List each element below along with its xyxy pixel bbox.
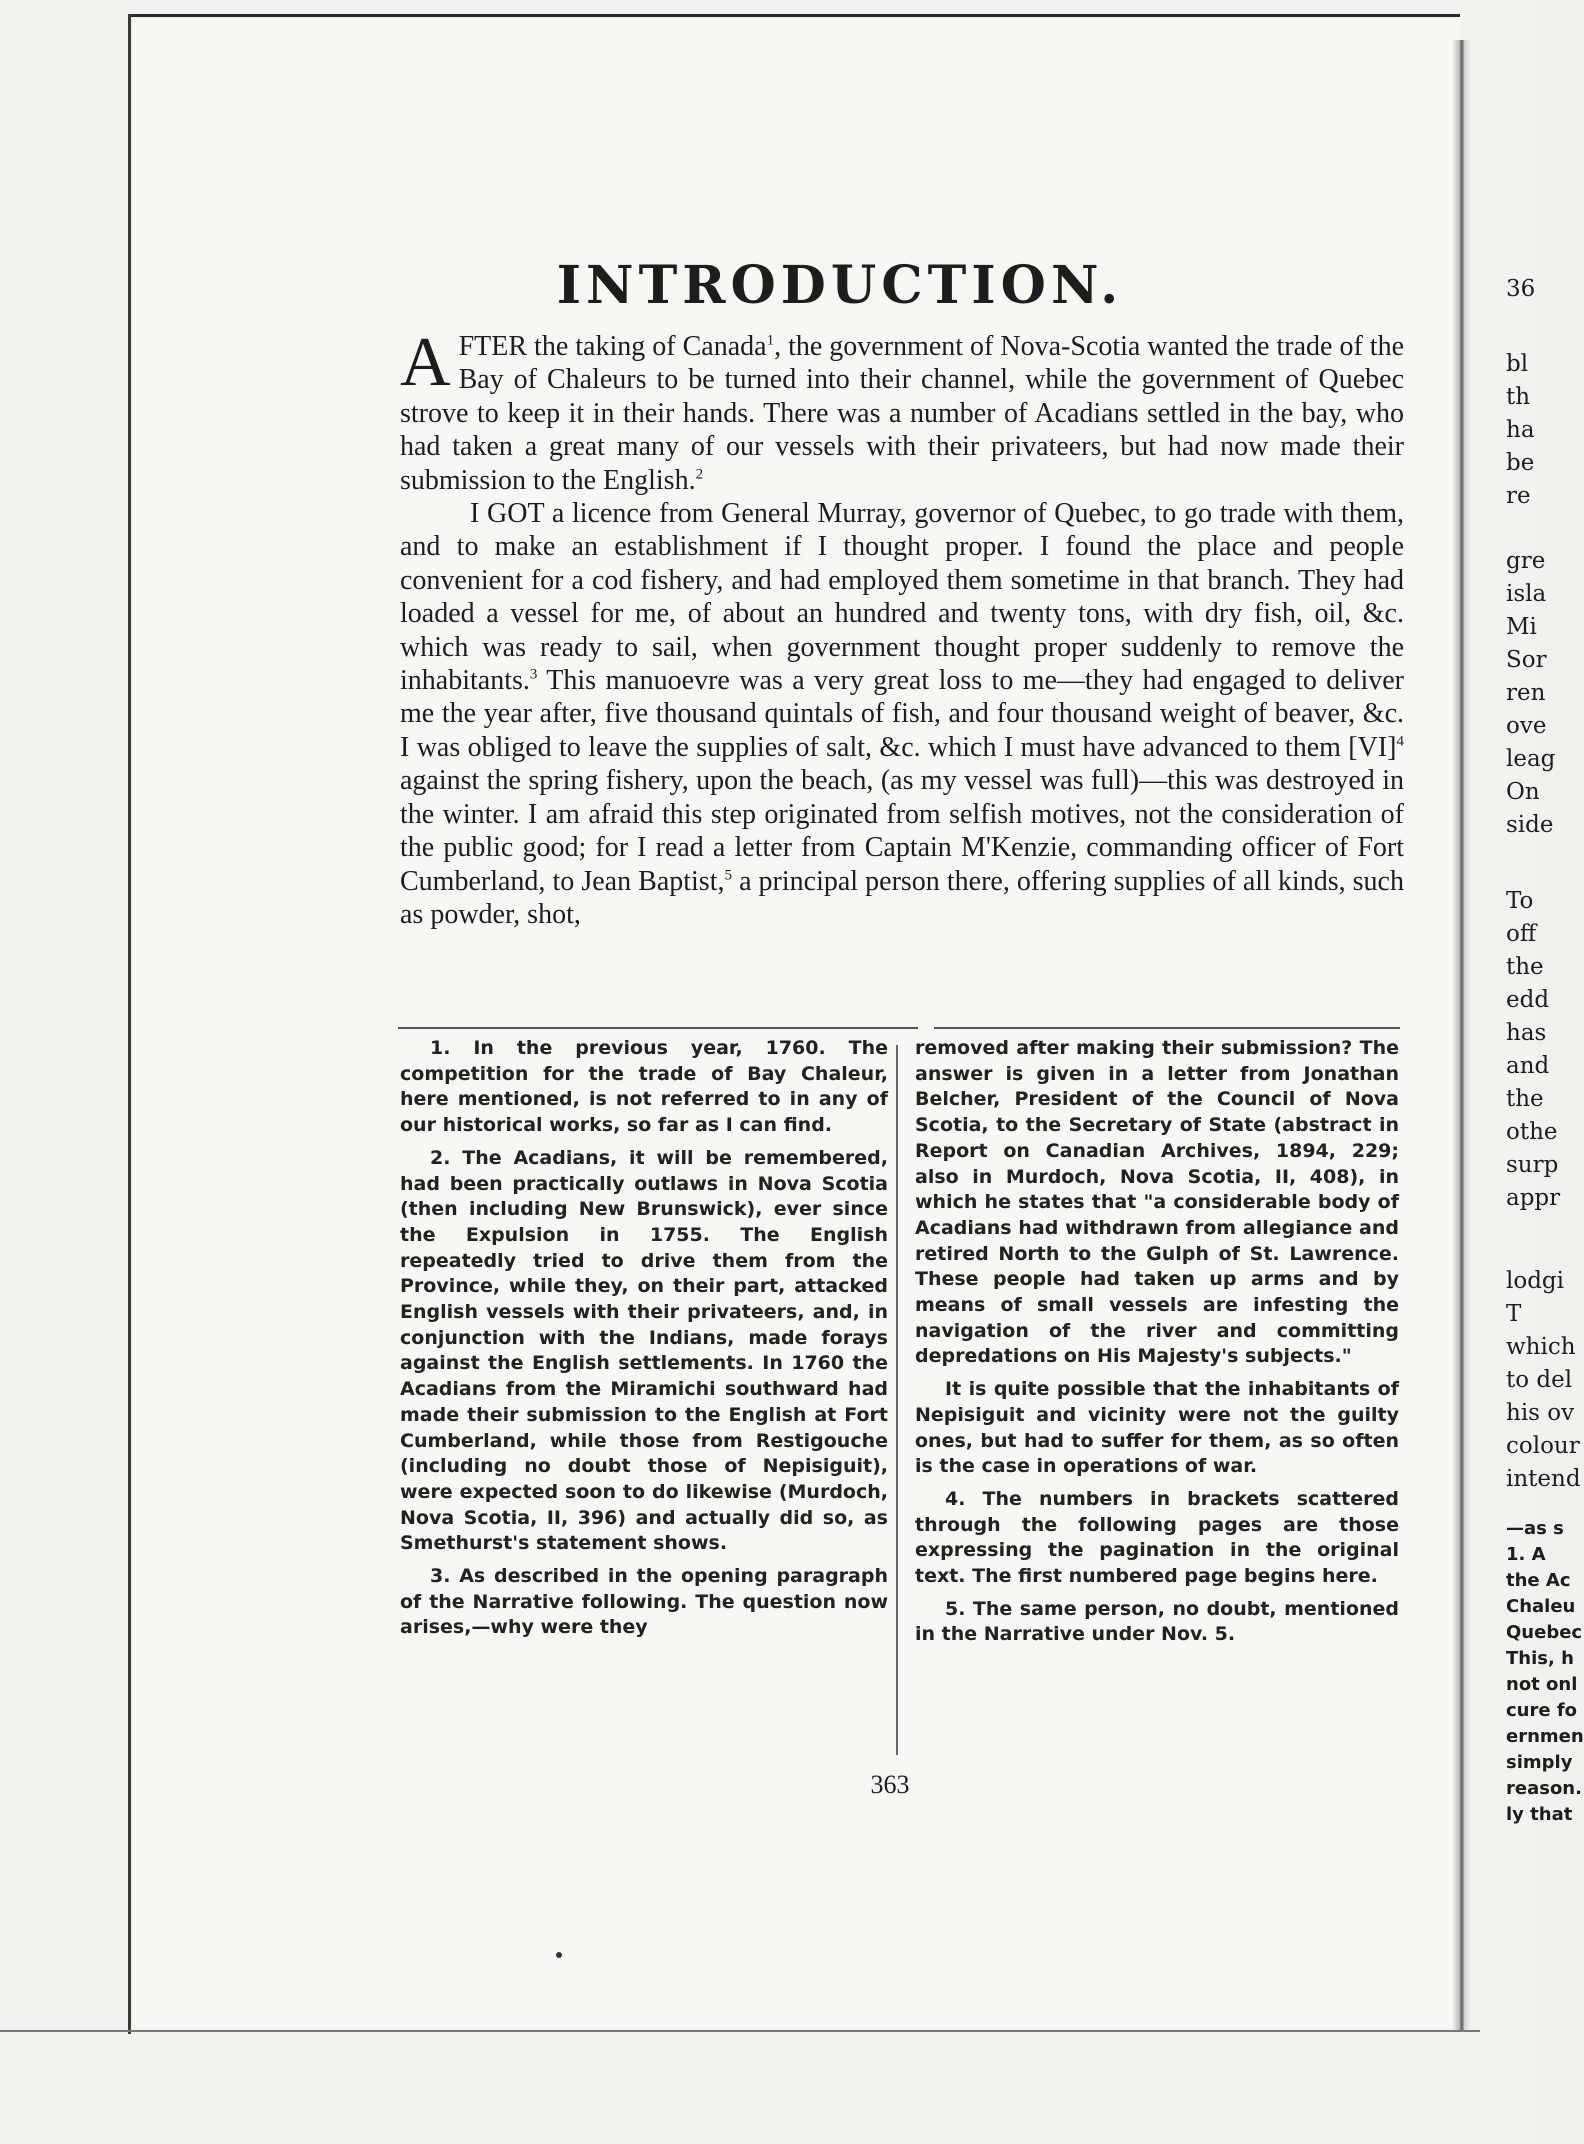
book-page	[133, 18, 1460, 2028]
text-run: FTER the taking of Canada	[458, 331, 767, 362]
adjacent-line: Mi	[1506, 614, 1537, 640]
page-fold-gutter	[1452, 40, 1470, 2030]
footnote-ref-5: 5	[724, 867, 732, 884]
adjacent-footnote-line: cure fo	[1506, 1700, 1578, 1721]
footnote-ref-1: 1	[766, 332, 775, 349]
body-text	[400, 324, 1404, 931]
text-run: I GOT a licence from General Murray, governor of Quebec, to go trade with them, and to make an establishment if I thought proper. I found the place and people convenient for a cod fishery, and had employed them sometime in that branch. They had loaded a vessel for me, of about an hundred and twenty tons, with dry fish, oil, &c. which was ready to sail, when government thought proper suddenly to remove the inhabitants.	[400, 498, 1404, 697]
adjacent-line: bl	[1506, 351, 1529, 377]
adjacent-line: ren	[1506, 680, 1546, 706]
page-frame-left	[128, 14, 131, 2034]
adjacent-line: th	[1506, 384, 1531, 410]
adjacent-footnote-line: 1. A	[1506, 1544, 1546, 1565]
adjacent-footnote-line: Quebec	[1506, 1622, 1583, 1643]
adjacent-line: has	[1506, 1020, 1547, 1046]
scan-speck	[556, 1952, 562, 1958]
adjacent-line: the	[1506, 1086, 1544, 1112]
adjacent-footnote-line: Chaleu	[1506, 1596, 1576, 1617]
adjacent-line: and	[1506, 1053, 1550, 1079]
adjacent-line: lodgi	[1506, 1268, 1565, 1294]
footnote-column-divider	[896, 1045, 898, 1755]
adjacent-footnote-line: not onl	[1506, 1674, 1578, 1695]
footnote: 1. In the previous year, 1760. The competition for the trade of Bay Chaleur, here mentioned, is not referred to in any of our historical works, so far as I can find.	[400, 1037, 888, 1137]
adjacent-footnote-line: —as s	[1506, 1518, 1564, 1539]
text-run: against the spring fishery, upon the beach, (as my vessel was full)—this was destroyed in the winter. I am afraid this step originated from selfish motives, not the consideration of the public good; for I read a letter from Captain M'Kenzie, commanding officer of Fort Cumberland, to Jean Baptist,	[400, 765, 1404, 897]
footnote: It is quite possible that the inhabitants of Nepisiguit and vicinity were not the guilty ones, but had to suffer for them, as so often is the case in operations of war.	[915, 1378, 1399, 1478]
footnote: 3. As described in the opening paragraph of the Narrative following. The question now arises,—why were they	[400, 1565, 888, 1639]
footnote-ref-4: 4	[1396, 733, 1404, 750]
adjacent-line: othe	[1506, 1119, 1558, 1145]
footnote-rule-right	[934, 1027, 1400, 1029]
adjacent-line: appr	[1506, 1185, 1561, 1211]
adjacent-line: Sor	[1506, 647, 1547, 673]
page-frame-top	[130, 14, 1460, 17]
adjacent-line: ha	[1506, 417, 1535, 443]
scan-bottom-edge	[0, 2030, 1480, 2032]
adjacent-line: ove	[1506, 713, 1547, 739]
page-number: 363	[870, 1770, 910, 1799]
text-run: a principal person there, offering supplies of all kinds, such as powder, shot,	[400, 865, 1404, 930]
adjacent-line: be	[1506, 450, 1535, 476]
footnote-ref-2: 2	[695, 466, 704, 483]
adjacent-line: intend	[1506, 1466, 1581, 1492]
chapter-title: INTRODUCTION.	[556, 255, 1124, 316]
adjacent-line: gre	[1506, 548, 1546, 574]
paragraph-2	[400, 497, 1404, 931]
text-run: This manuoevre was a very great loss to me—they had engaged to deliver me the year after, five thousand quintals of fish, and four thousand weight of beaver, &c. I was obliged to leave the supplies of salt, &c. which I must have advanced to them [VI]	[400, 665, 1404, 763]
adjacent-line: to del	[1506, 1367, 1573, 1393]
footnote-rule-left	[398, 1027, 918, 1029]
text-run: , the government of Nova-Scotia wanted the trade of the Bay of Chaleurs to be turned into their channel, while the government of Quebec strove to keep it in their hands. There was a number of Acadians settled in the bay, who had taken a great many of our vessels with their privateers, but had now made their submission to the English.	[400, 331, 1404, 496]
footnote: 2. The Acadians, it will be remembered, had been practically outlaws in Nova Scotia (then including New Brunswick), ever since the Expulsion in 1755. The English repeatedly tried to drive them from the Province, while they, on their part, attacked English vessels with their privateers, and, in conjunction with the Indians, made forays against the English settlements. In 1760 the Acadians from the Miramichi southward had made their submission to the English at Fort Cumberland, while those from Restigouche (including no doubt those of Nepisiguit), were expected soon to do likewise (Murdoch, Nova Scotia, II, 396) and actually did so, as Smethurst's statement shows.	[400, 1146, 888, 1555]
adjacent-line: side	[1506, 812, 1554, 838]
adjacent-page-number: 36	[1506, 276, 1536, 302]
adjacent-footnote-line: simply	[1506, 1752, 1573, 1773]
adjacent-footnote-line: the Ac	[1506, 1570, 1571, 1591]
adjacent-line: T	[1506, 1301, 1522, 1327]
footnote-ref-3: 3	[529, 666, 538, 683]
adjacent-line: the	[1506, 954, 1544, 980]
footnote: 5. The same person, no doubt, mentioned in the Narrative under Nov. 5.	[915, 1597, 1399, 1646]
adjacent-line: To	[1506, 888, 1534, 914]
adjacent-line: re	[1506, 483, 1531, 509]
adjacent-footnote-line: ernmen	[1506, 1726, 1584, 1747]
adjacent-line: isla	[1506, 581, 1547, 607]
adjacent-line: surp	[1506, 1152, 1559, 1178]
footnotes-column-2	[915, 1036, 1399, 1655]
adjacent-line: which	[1506, 1334, 1576, 1360]
adjacent-footnote-line: ly that	[1506, 1804, 1573, 1825]
adjacent-line: colour	[1506, 1433, 1580, 1459]
adjacent-line: edd	[1506, 987, 1550, 1013]
footnotes-column-1	[400, 1036, 888, 1648]
footnote: 4. The numbers in brackets scattered through the following pages are those expressing the pagination in the original text. The first numbered page begins here.	[915, 1487, 1399, 1588]
adjacent-footnote-line: This, h	[1506, 1648, 1574, 1669]
paragraph-1	[400, 324, 1404, 497]
footnote-continued: removed after making their submission? The answer is given in a letter from Jonathan Belcher, President of the Council of Nova Scotia, to the Secretary of State (abstract in Report on Canadian Archives, 1894, 229; also in Murdoch, Nova Scotia, II, 408), in which he states that "a considerable body of Acadians had withdrawn from allegiance and retired North to the Gulph of St. Lawrence. These people had taken up arms and by means of small vessels are infesting the navigation of the river and committing depredations on His Majesty's subjects."	[915, 1037, 1399, 1368]
adjacent-line: his ov	[1506, 1400, 1575, 1426]
adjacent-footnote-line: reason.	[1506, 1778, 1582, 1799]
adjacent-page	[1470, 18, 1584, 2028]
drop-cap: A	[400, 324, 451, 401]
adjacent-line: off	[1506, 921, 1537, 947]
adjacent-line: leag	[1506, 746, 1556, 772]
adjacent-line: On	[1506, 779, 1540, 805]
